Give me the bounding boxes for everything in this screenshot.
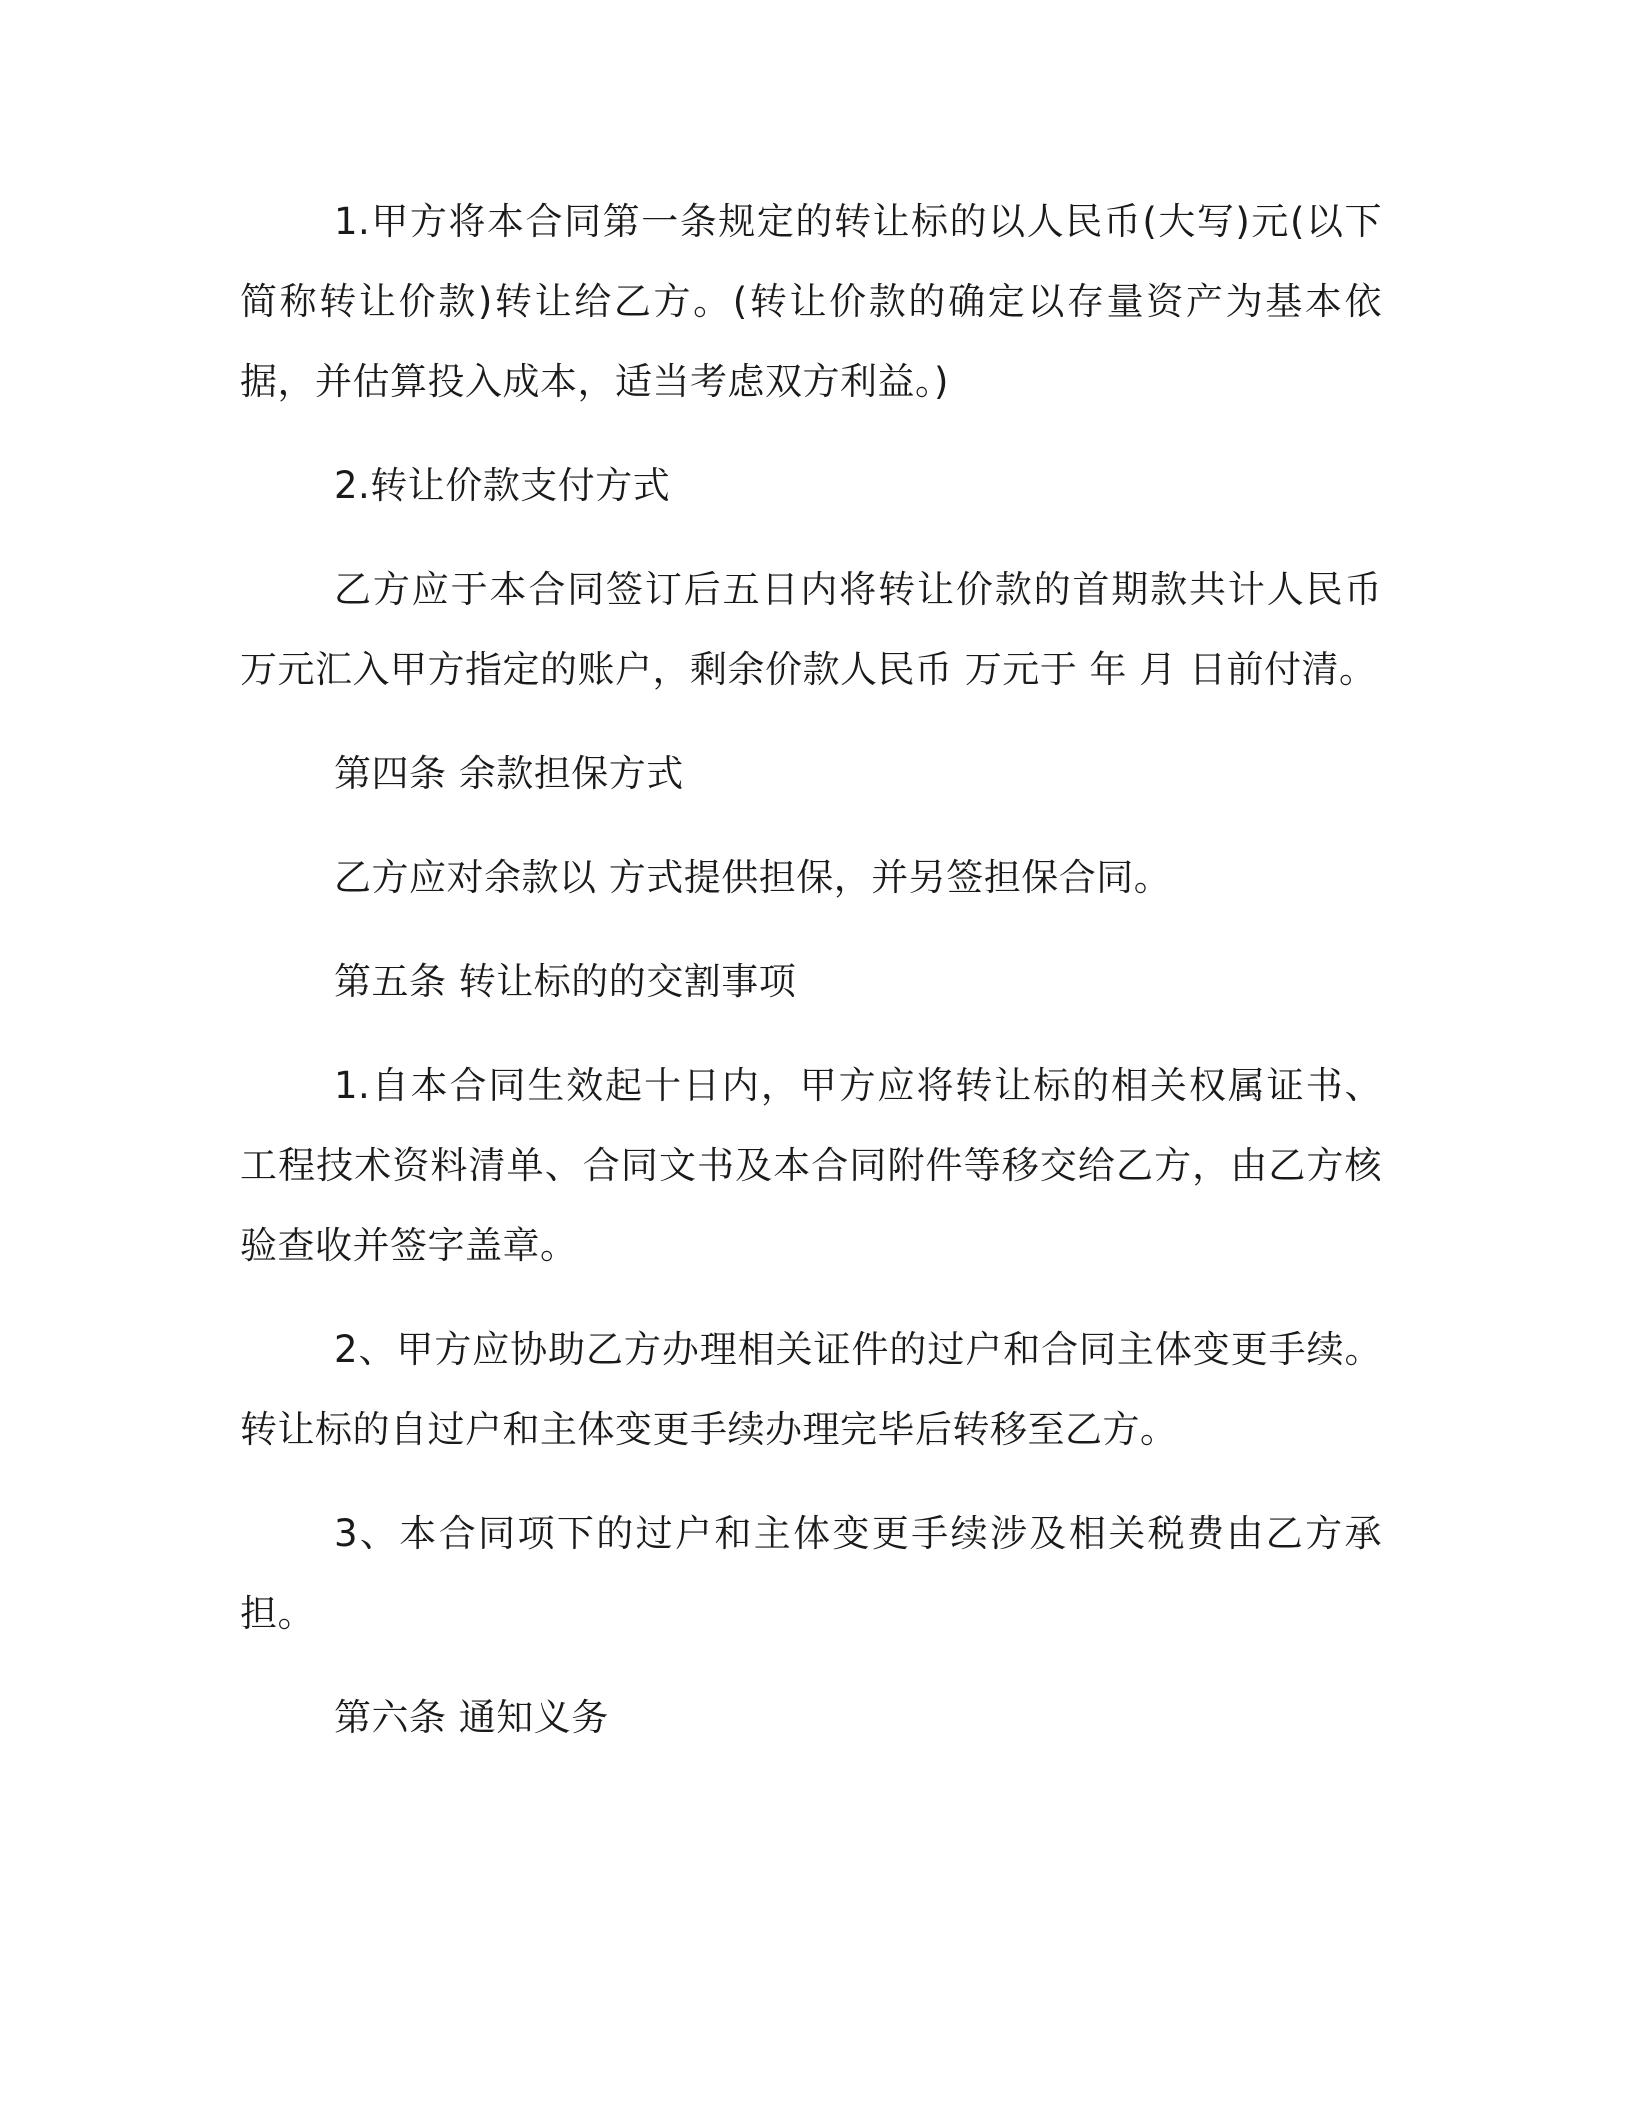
paragraph-payment-terms: 乙方应于本合同签订后五日内将转让价款的首期款共计人民币万元汇入甲方指定的账户，剩余价款人民币 万元于 年 月 日前付清。 xyxy=(240,568,1382,691)
paragraph-delivery-1: 1.自本合同生效起十日内，甲方应将转让标的相关权属证书、工程技术资料清单、合同文书及本合同附件等移交给乙方，由乙方核验查收并签字盖章。 xyxy=(240,1064,1382,1267)
article-6-heading: 第六条 通知义务 xyxy=(334,1696,609,1739)
document-body xyxy=(240,182,1382,1782)
article-5-heading: 第五条 转让标的的交割事项 xyxy=(334,960,797,1003)
paragraph-guarantee: 乙方应对余款以 方式提供担保，并另签担保合同。 xyxy=(334,856,1172,899)
paragraph-price-transfer: 1.甲方将本合同第一条规定的转让标的以人民币(大写)元(以下简称转让价款)转让给乙方。(转让价款的确定以存量资产为基本依据，并估算投入成本，适当考虑双方利益。) xyxy=(240,200,1382,403)
paragraph-payment-method-heading: 2.转让价款支付方式 xyxy=(334,464,671,507)
article-4-heading: 第四条 余款担保方式 xyxy=(334,752,684,795)
paragraph-delivery-3: 3、本合同项下的过户和主体变更手续涉及相关税费由乙方承担。 xyxy=(240,1512,1382,1635)
paragraph-delivery-2: 2、甲方应协助乙方办理相关证件的过户和合同主体变更手续。转让标的自过户和主体变更手续办理完毕后转移至乙方。 xyxy=(240,1328,1382,1451)
